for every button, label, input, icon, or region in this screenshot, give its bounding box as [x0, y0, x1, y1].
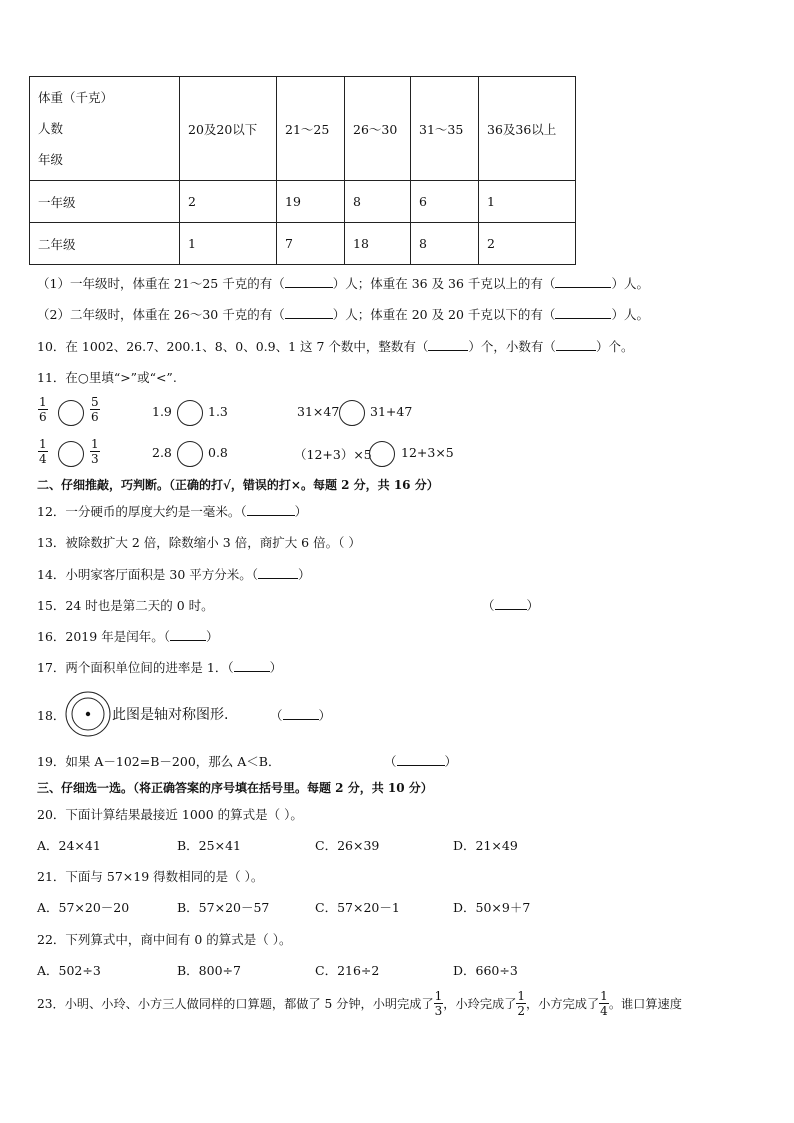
- fraction: $\frac{1}{4}$: [39, 437, 47, 466]
- q10-text: ）个，小数有（: [468, 339, 556, 354]
- option-b[interactable]: B．57×20－57: [177, 900, 270, 915]
- q9-part1-text: ）人。: [611, 276, 649, 291]
- q9-part2: [37, 305, 649, 323]
- compare-circle[interactable]: [339, 400, 365, 426]
- option-c[interactable]: C．57×20－1: [315, 900, 400, 915]
- question-15-answer: （ ）: [482, 598, 540, 613]
- fraction: $\frac{5}{6}$: [91, 395, 99, 424]
- column-header: 36及36以上: [479, 77, 576, 181]
- header-people-label: 人数: [38, 121, 64, 136]
- option-a[interactable]: A．24×41: [37, 838, 101, 853]
- question-12: 12．一分硬币的厚度大约是一毫米。（ ）: [37, 504, 308, 519]
- option-c[interactable]: C．216÷2: [315, 963, 380, 978]
- column-header: 26～30: [345, 77, 411, 181]
- question-15: 15．24 时也是第二天的 0 时。: [37, 598, 214, 613]
- question-10: [37, 337, 633, 355]
- question-19-answer: （ ）: [384, 754, 458, 769]
- table-row: [30, 223, 576, 265]
- column-header: 31～35: [411, 77, 479, 181]
- table-cell: 8: [411, 223, 479, 265]
- row-label: 一年级: [30, 181, 180, 223]
- fraction: $\frac{1}{6}$: [39, 395, 47, 424]
- option-a[interactable]: A．502÷3: [37, 963, 101, 978]
- question-14: 14．小明家客厅面积是 30 平方分米。（ ）: [37, 567, 311, 582]
- answer-blank[interactable]: [555, 277, 611, 288]
- compare-left: 1.9: [152, 404, 172, 419]
- table-cell: 19: [277, 181, 345, 223]
- table-header-cell: [30, 77, 180, 181]
- table-cell: 2: [479, 223, 576, 265]
- compare-left: 2.8: [152, 445, 172, 460]
- q9-part1-text: ）人；体重在 36 及 36 千克以上的有（: [332, 276, 556, 291]
- q9-part1-text: （1）一年级时，体重在 21～25 千克的有（: [37, 276, 285, 291]
- question-18-text: 此图是轴对称图形.: [112, 707, 229, 723]
- compare-circle[interactable]: [58, 400, 84, 426]
- table-cell: 18: [345, 223, 411, 265]
- header-grade-label: 年级: [38, 152, 64, 167]
- table-cell: 2: [180, 181, 277, 223]
- option-b[interactable]: B．25×41: [177, 838, 241, 853]
- table-cell: 1: [479, 181, 576, 223]
- compare-left: （12+3）×5: [294, 447, 372, 462]
- answer-blank[interactable]: [258, 568, 298, 579]
- option-b[interactable]: B．800÷7: [177, 963, 241, 978]
- option-d[interactable]: D．660÷3: [453, 963, 518, 978]
- section-heading: 三、仔细选一选。（将正确答案的序号填在括号里。每题 2 分，共 10 分）: [37, 781, 433, 795]
- question-16: 16．2019 年是闰年。（ ）: [37, 629, 219, 644]
- answer-blank[interactable]: [397, 755, 445, 766]
- q9-part2-text: ）人。: [611, 307, 649, 322]
- fraction: $\frac{1}{3}$: [434, 989, 443, 1018]
- answer-blank[interactable]: [428, 340, 468, 351]
- compare-circle[interactable]: [177, 441, 203, 467]
- question-20: 20．下面计算结果最接近 1000 的算式是（ ）。: [37, 807, 303, 822]
- answer-blank[interactable]: [247, 505, 295, 516]
- fraction: $\frac{1}{3}$: [91, 437, 99, 466]
- compare-right: 12+3×5: [401, 445, 454, 460]
- answer-blank[interactable]: [555, 308, 611, 319]
- column-header: 21～25: [277, 77, 345, 181]
- question-13: 13．被除数扩大 2 倍，除数缩小 3 倍，商扩大 6 倍。（ ）: [37, 535, 361, 550]
- compare-circle[interactable]: [369, 441, 395, 467]
- table-cell: 1: [180, 223, 277, 265]
- answer-blank[interactable]: [170, 630, 206, 641]
- compare-left: 31×47: [297, 404, 340, 419]
- q10-text: 10．在 1002、26.7、200.1、8、0、0.9、1 这 7 个数中，整数有（: [37, 339, 429, 354]
- answer-blank[interactable]: [495, 599, 527, 610]
- option-d[interactable]: D．21×49: [453, 838, 518, 853]
- option-d[interactable]: D．50×9＋7: [453, 900, 531, 915]
- question-21: 21．下面与 57×19 得数相同的是（ ）。: [37, 869, 264, 884]
- compare-circle[interactable]: [177, 400, 203, 426]
- table-row: [30, 181, 576, 223]
- table-cell: 6: [411, 181, 479, 223]
- compare-right: 1.3: [208, 404, 228, 419]
- q9-part1: [37, 274, 649, 292]
- q9-part2-text: （2）二年级时，体重在 26～30 千克的有（: [37, 307, 285, 322]
- column-header: 20及20以下: [180, 77, 277, 181]
- option-c[interactable]: C．26×39: [315, 838, 380, 853]
- question-23: 23．小明、小玲、小方三人做同样的口算题，都做了 5 分钟，小明完成了 $\frac{1}{3}$ ，小玲完成了 $\frac{1}{2}$ ，小方完成了 $\frac{1}{4}$ 。谁口算速度: [37, 989, 682, 1018]
- q10-text: ）个。: [595, 339, 634, 354]
- option-a[interactable]: A．57×20－20: [37, 900, 130, 915]
- compare-right: 31+47: [370, 404, 413, 419]
- question-22: 22．下列算式中，商中间有 0 的算式是（ ）。: [37, 932, 292, 947]
- fraction: $\frac{1}{4}$: [600, 989, 608, 1018]
- question-18-number: 18．: [37, 708, 66, 723]
- answer-blank[interactable]: [234, 661, 270, 672]
- fraction: $\frac{1}{2}$: [517, 989, 526, 1018]
- table-cell: 7: [277, 223, 345, 265]
- q9-part2-text: ）人；体重在 20 及 20 千克以下的有（: [332, 307, 556, 322]
- question-19: 19．如果 A－102=B－200，那么 A＜B．: [37, 754, 281, 769]
- table-cell: 8: [345, 181, 411, 223]
- concentric-circles-figure: [64, 690, 112, 738]
- question-11: 11．在○里填“>”或“<”.: [37, 370, 177, 385]
- answer-blank[interactable]: [283, 709, 319, 720]
- weight-table: [29, 76, 576, 265]
- answer-blank[interactable]: [556, 340, 596, 351]
- row-label: 二年级: [30, 223, 180, 265]
- section-heading: 二、仔细推敲，巧判断。（正确的打√，错误的打×。每题 2 分，共 16 分）: [37, 478, 439, 492]
- answer-blank[interactable]: [285, 308, 333, 319]
- question-18-answer: （ ）: [270, 708, 332, 723]
- question-17: 17．两个面积单位间的进率是 1．（ ）: [37, 660, 283, 675]
- compare-right: 0.8: [208, 445, 228, 460]
- answer-blank[interactable]: [285, 277, 333, 288]
- compare-circle[interactable]: [58, 441, 84, 467]
- header-weight-label: 体重（千克）: [38, 90, 114, 105]
